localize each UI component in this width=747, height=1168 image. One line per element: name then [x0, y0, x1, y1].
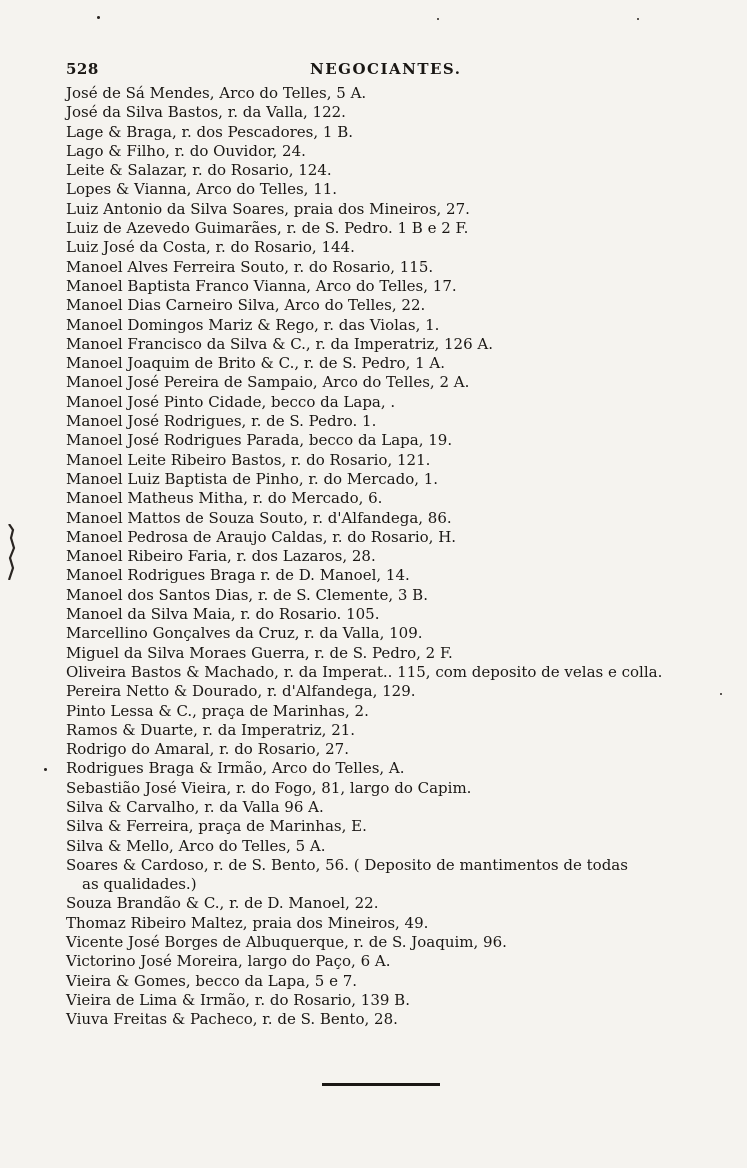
list-item: Manoel Domingos Mariz & Rego, r. das Violas, 1. — [66, 315, 440, 334]
list-item: Manoel Dias Carneiro Silva, Arco do Telles, 22. — [66, 296, 426, 315]
list-item: Manoel da Silva Maia, r. do Rosario. 105. — [66, 605, 380, 624]
list-item: Sebastião José Vieira, r. do Fogo, 81, largo do Capim. — [66, 778, 472, 797]
list-item: Manoel Pedrosa de Araujo Caldas, r. do Rosario, H. — [66, 527, 457, 546]
list-item: José de Sá Mendes, Arco do Telles, 5 A. — [66, 84, 367, 102]
running-head: NEGOCIANTES. — [310, 60, 462, 78]
list-item: Pereira Netto & Dourado, r. d'Alfandega, 129. — [66, 682, 416, 701]
list-item: Leite & Salazar, r. do Rosario, 124. — [66, 161, 332, 180]
list-item: Rodrigues Braga & Irmão, Arco do Telles, A. — [66, 759, 405, 778]
list-item: Pinto Lessa & C., praça de Marinhas, 2. — [66, 701, 369, 720]
list-item: Manoel Leite Ribeiro Bastos, r. do Rosario, 121. — [66, 450, 431, 469]
ink-speck — [437, 18, 439, 20]
ink-speck — [637, 18, 639, 20]
list-item: Luiz Antonio da Silva Soares, praia dos Mineiros, 27. — [66, 199, 470, 218]
list-item: Manoel Ribeiro Faria, r. dos Lazaros, 28. — [66, 547, 376, 566]
list-item: Manoel Francisco da Silva & C., r. da Imperatriz, 126 A. — [66, 334, 493, 353]
list-item: Manoel Joaquim de Brito & C., r. de S. Pedro, 1 A. — [66, 354, 446, 373]
list-item: Vieira & Gomes, becco da Lapa, 5 e 7. — [66, 971, 358, 990]
merchant-list — [66, 84, 706, 1030]
list-item: Ramos & Duarte, r. da Imperatriz, 21. — [66, 720, 356, 739]
list-item: Manoel Matheus Mitha, r. do Mercado, 6. — [66, 489, 383, 508]
list-item: Thomaz Ribeiro Maltez, praia dos Mineiros, 49. — [66, 913, 429, 932]
page-number: 528 — [66, 60, 99, 78]
list-item: Victorino José Moreira, largo do Paço, 6 A. — [66, 952, 391, 971]
list-item: Lage & Braga, r. dos Pescadores, 1 B. — [66, 122, 353, 141]
ink-speck — [720, 693, 722, 695]
list-item: Vicente José Borges de Albuquerque, r. de S. Joaquim, 96. — [66, 933, 507, 952]
list-item: Lopes & Vianna, Arco do Telles, 11. — [66, 180, 338, 199]
list-item: Manoel José Rodrigues Parada, becco da Lapa, 19. — [66, 431, 453, 450]
list-item: Manoel Mattos de Souza Souto, r. d'Alfandega, 86. — [66, 508, 452, 527]
list-item: Miguel da Silva Moraes Guerra, r. de S. Pedro, 2 F. — [66, 643, 453, 662]
binding-mark-icon — [6, 524, 16, 580]
list-item: Silva & Carvalho, r. da Valla 96 A. — [66, 797, 324, 816]
list-item: Manoel Alves Ferreira Souto, r. do Rosario, 115. — [66, 257, 434, 276]
list-item: Souza Brandão & C., r. de D. Manoel, 22. — [66, 894, 379, 913]
list-item: Oliveira Bastos & Machado, r. da Imperat.. 115, com deposito de velas e colla. — [66, 662, 663, 681]
list-item: Marcellino Gonçalves da Cruz, r. da Valla, 109. — [66, 624, 423, 643]
list-item-continuation: as qualidades.) — [82, 875, 197, 894]
list-item: Vieira de Lima & Irmão, r. do Rosario, 139 B. — [66, 990, 410, 1009]
list-item: Manoel Luiz Baptista de Pinho, r. do Mercado, 1. — [66, 469, 439, 488]
list-item: Manoel José Pereira de Sampaio, Arco do Telles, 2 A. — [66, 373, 470, 392]
list-item — [66, 856, 706, 895]
list-item: Viuva Freitas & Pacheco, r. de S. Bento, 28. — [66, 1010, 398, 1029]
list-item: Manoel José Pinto Cidade, becco da Lapa, . — [66, 392, 396, 411]
list-item-text: Soares & Cardoso, r. de S. Bento, 56. ( Deposito de mantimentos de todas — [66, 855, 628, 874]
list-item: Silva & Ferreira, praça de Marinhas, E. — [66, 817, 367, 836]
section-end-rule — [322, 1083, 440, 1086]
list-item: Manoel José Rodrigues, r. de S. Pedro. 1. — [66, 412, 377, 431]
list-item: Manoel Baptista Franco Vianna, Arco do Telles, 17. — [66, 276, 457, 295]
list-item: Luiz José da Costa, r. do Rosario, 144. — [66, 238, 355, 257]
ink-speck — [44, 768, 47, 771]
list-item: Manoel Rodrigues Braga r. de D. Manoel, 14. — [66, 566, 410, 585]
ink-speck — [97, 16, 100, 19]
list-item: Manoel dos Santos Dias, r. de S. Clemente, 3 B. — [66, 585, 428, 604]
list-item: José da Silva Bastos, r. da Valla, 122. — [66, 103, 346, 122]
list-item: Rodrigo do Amaral, r. do Rosario, 27. — [66, 740, 349, 759]
list-item: Silva & Mello, Arco do Telles, 5 A. — [66, 836, 326, 855]
page-header — [66, 60, 486, 84]
list-item: Luiz de Azevedo Guimarães, r. de S. Pedro. 1 B e 2 F. — [66, 219, 469, 238]
list-item: Lago & Filho, r. do Ouvidor, 24. — [66, 141, 306, 160]
